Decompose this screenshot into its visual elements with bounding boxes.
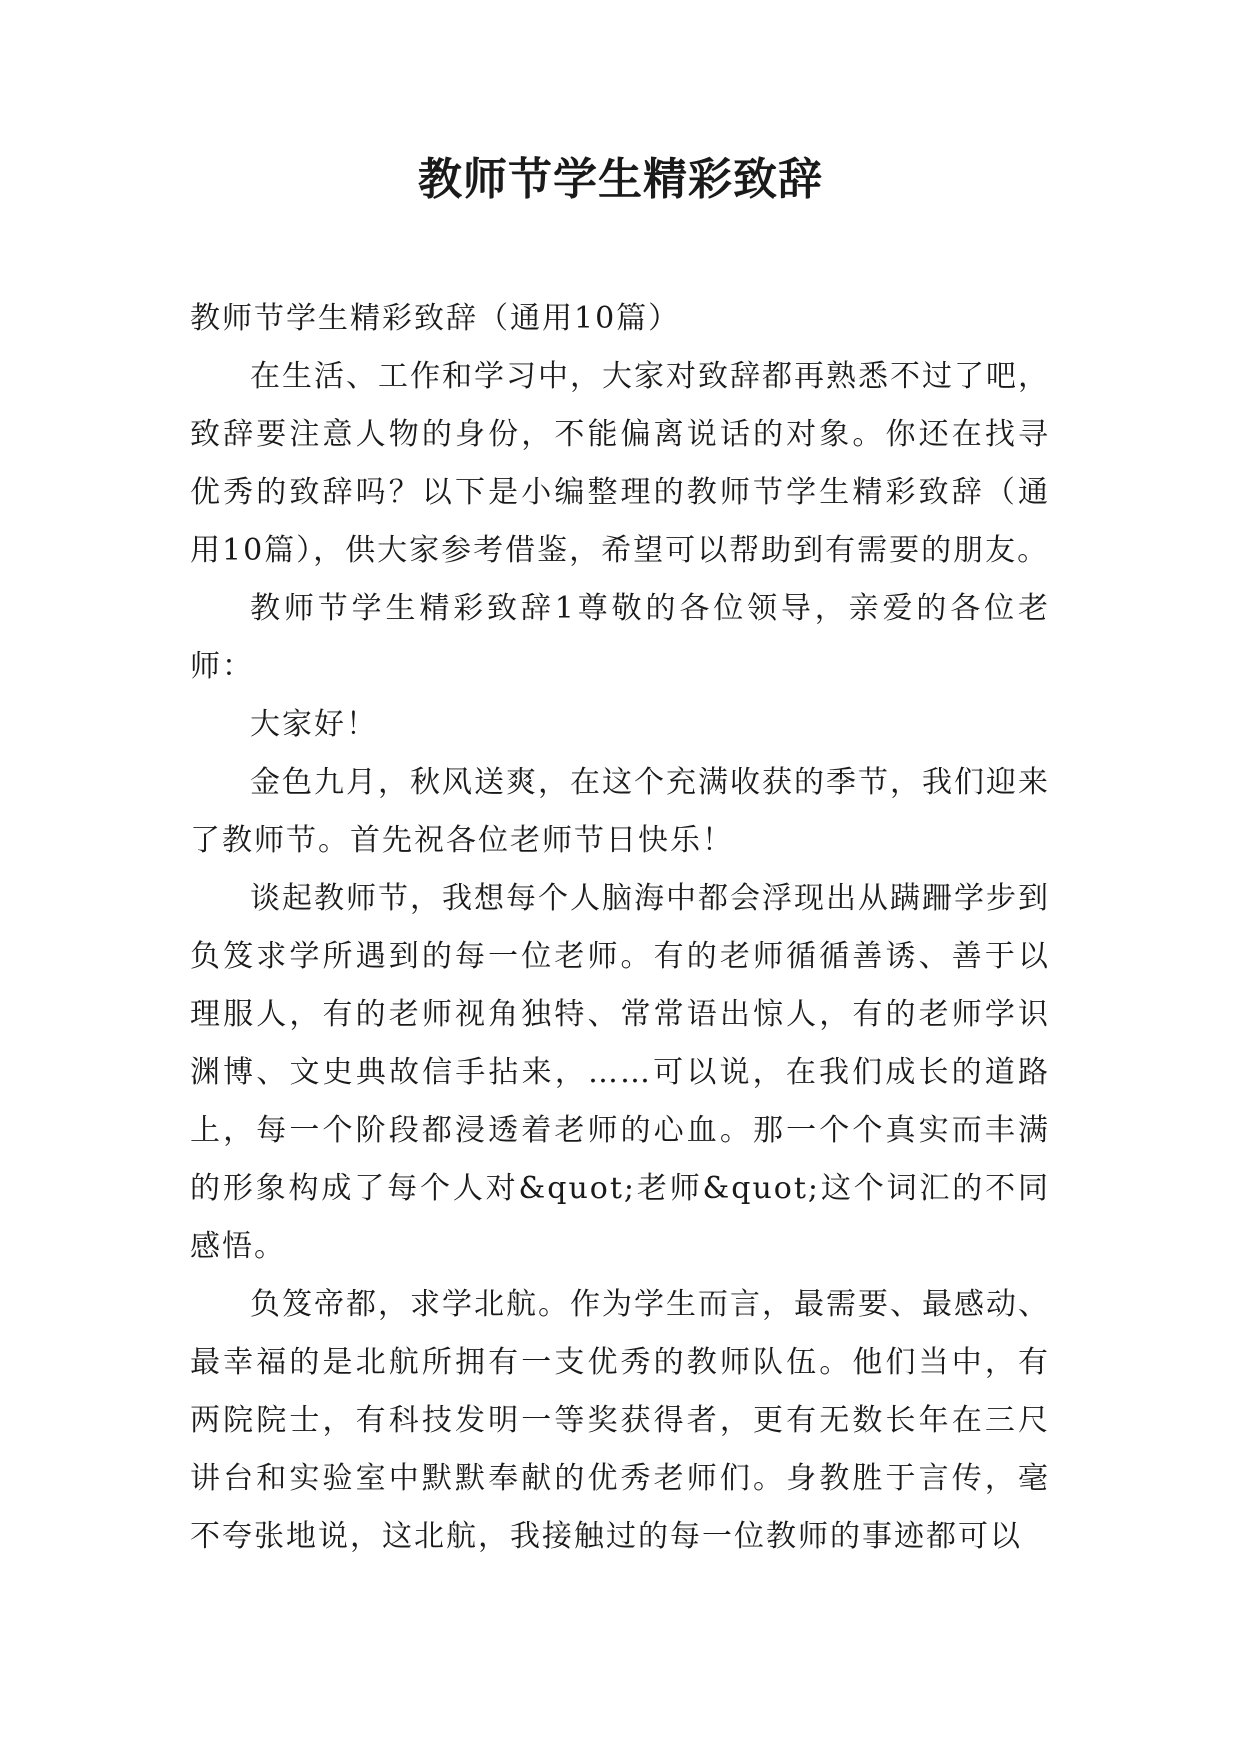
document-subtitle: 教师节学生精彩致辞（通用10篇） — [190, 301, 681, 336]
paragraph: 大家好！ — [250, 707, 378, 742]
paragraph: 在生活、工作和学习中，大家对致辞都再熟悉不过了吧，致辞要注意人物的身份，不能偏离说话的对象。你还在找寻优秀的致辞吗？以下是小编整理的教师节学生精彩致辞（通用10篇），供大家参考借鉴，希望可以帮助到有需要的朋友。 — [190, 359, 1050, 568]
paragraph: 教师节学生精彩致辞1尊敬的各位领导，亲爱的各位老师： — [190, 591, 1050, 684]
paragraph: 金色九月，秋风送爽，在这个充满收获的季节，我们迎来了教师节。首先祝各位老师节日快乐！ — [190, 765, 1050, 858]
document-title: 教师节学生精彩致辞 — [418, 154, 823, 205]
paragraph: 负笈帝都，求学北航。作为学生而言，最需要、最感动、最幸福的是北航所拥有一支优秀的教师队伍。他们当中，有两院院士，有科技发明一等奖获得者，更有无数长年在三尺讲台和实验室中默默奉献的优秀老师们。身教胜于言传，毫不夸张地说，这北航，我接触过的每一位教师的事迹都可以 — [190, 1287, 1050, 1554]
paragraph: 谈起教师节，我想每个人脑海中都会浮现出从蹒跚学步到负笈求学所遇到的每一位老师。有的老师循循善诱、善于以理服人，有的老师视角独特、常常语出惊人，有的老师学识渊博、文史典故信手拈来，……可以说，在我们成长的道路上，每一个阶段都浸透着老师的心血。那一个个真实而丰满的形象构成了每个人对&quot;老师&quot;这个词汇的不同感悟。 — [190, 881, 1050, 1264]
document-body — [190, 290, 1050, 1566]
